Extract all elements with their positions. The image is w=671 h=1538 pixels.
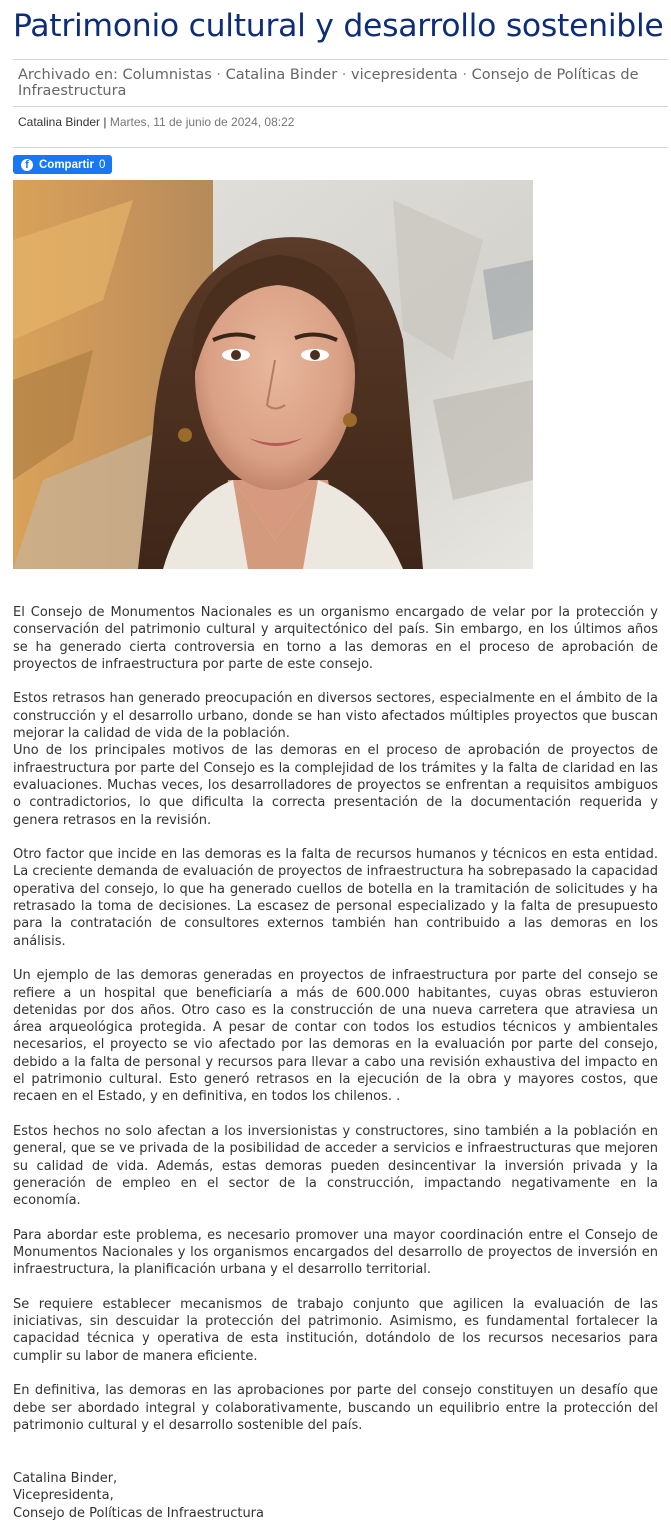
facebook-icon: f — [21, 159, 33, 171]
signature-role: Vicepresidenta, — [13, 1488, 114, 1504]
byline-divider — [13, 147, 668, 148]
signature-name: Catalina Binder, — [13, 1471, 118, 1486]
article-paragraph: El Consejo de Monumentos Nacionales es un organismo encargado de velar por la protección y conservación del patrimonio cultural y arquitectónico del país. Sin embargo, en los últimos años se ha generado cierta controversia en torno a las demoras en el proceso de aprobación de proyectos de infraestructura por parte de este consejo. — [13, 605, 658, 672]
article-paragraph: Estos hechos no solo afectan a los inversionistas y constructores, sino también a la población en general, que se ve privada de la posibilidad de acceder a servicios e infraestructuras que mejoren su calidad de vida. Además, estas demoras pueden desincentivar la inversión privada y la generación de empleo en el sector de la construcción, impactando negativamente en la economía. — [13, 1123, 658, 1209]
byline — [18, 115, 294, 129]
tags-divider — [13, 106, 668, 107]
author-portrait-illustration — [13, 180, 533, 569]
article-paragraph: Se requiere establecer mecanismos de trabajo conjunto que agilicen la evaluación de las iniciativas, sin descuidar la protección del patrimonio. Asimismo, es fundamental fortalecer la capacidad técnica y operativa de esta institución, dotándolo de los recursos necesarios para cumplir su labor de manera eficiente. — [13, 1296, 658, 1364]
share-count: 0 — [98, 158, 106, 171]
page-title: Patrimonio cultural y desarrollo sostenible — [13, 8, 664, 44]
article-paragraph: Un ejemplo de las demoras generadas en proyectos de infraestructura por parte del consejo se refiere a un hospital que beneficiaría a más de 600.000 habitantes, cuyas obras estuvieron detenidas por dos años. Otro caso es la construcción de una nueva carretera que atraviesa un área arqueológica protegida. A pesar de contar con todos los estudios técnicos y ambientales necesarios, el proyecto se vio afectado por las demoras en la evaluación por parte del consejo, debido a la falta de personal y recursos para llevar a cabo una revisión exhaustiva del impacto en el patrimonio cultural. Esto generó retrasos en la ejecución de la obra y mayores costos, que recaen en el Estado, y en definitiva, en todos los chilenos. . — [13, 968, 658, 1105]
author-signature — [13, 1470, 264, 1522]
article-paragraph: En definitiva, las demoras en las aprobaciones por parte del consejo constituyen un desafío que debe ser abordado integral y colaborativamente, buscando un equilibrio entre la protección del patrimonio cultural y el desarrollo sostenible del país. — [13, 1383, 658, 1433]
article-paragraph: Otro factor que incide en las demoras es la falta de recursos humanos y técnicos en esta entidad. La creciente demanda de evaluación de proyectos de infraestructura ha sobrepasado la capacidad operativa del consejo, lo que ha generado cuellos de botella en la tramitación de solicitudes y ha retrasado la toma de decisiones. La escasez de personal especializado y la falta de presupuesto para la contratación de consultores externos también han contribuido a las demoras en los análisis. — [13, 847, 658, 949]
tag-separator: · — [216, 67, 221, 83]
tag-link-vicepresidenta[interactable]: vicepresidenta — [351, 67, 458, 83]
tag-link-consejo[interactable]: Consejo de Políticas de Infraestructura — [18, 67, 639, 99]
article-paragraph: Estos retrasos han generado preocupación en diversos sectores, especialmente en el ámbito de la construcción y el desarrollo urbano, donde se han visto afectados múltiples proyectos que buscan mejorar la calidad de vida de la población. — [13, 691, 658, 742]
tag-link-columnistas[interactable]: Columnistas — [122, 67, 212, 83]
author-photo — [13, 180, 533, 569]
signature-organization: Consejo de Políticas de Infraestructura — [13, 1505, 264, 1521]
title-divider — [13, 59, 668, 60]
publish-date: Martes, 11 de junio de 2024, 08:22 — [109, 115, 295, 129]
tag-separator: · — [462, 67, 467, 83]
article-paragraph: Para abordar este problema, es necesario promover una mayor coordinación entre el Consejo de Monumentos Nacionales y los organismos encargados del desarrollo de proyectos de inversión en infraestructura, la planificación urbana y el desarrollo territorial. — [13, 1227, 658, 1278]
author-name[interactable]: Catalina Binder — [18, 115, 101, 129]
archived-tags — [18, 68, 668, 99]
article-body — [13, 604, 658, 1452]
article-paragraph: Uno de los principales motivos de las demoras en el proceso de aprobación de proyectos de infraestructura por parte del Consejo es la complejidad de los trámites y la falta de claridad en las evaluaciones. Muchas veces, los desarrolladores de proyectos se enfrentan a requisitos ambiguos o contradictorios, lo que dificulta la correcta presentación de la documentación requerida y genera retrasos en la revisión. — [13, 743, 658, 828]
archived-prefix: Archivado en: — [18, 67, 118, 83]
facebook-share-button[interactable] — [13, 155, 112, 174]
share-label: Compartir — [39, 158, 94, 171]
tag-link-catalina-binder[interactable]: Catalina Binder — [225, 67, 338, 83]
tag-separator: · — [341, 67, 347, 83]
byline-separator: | — [103, 115, 107, 129]
